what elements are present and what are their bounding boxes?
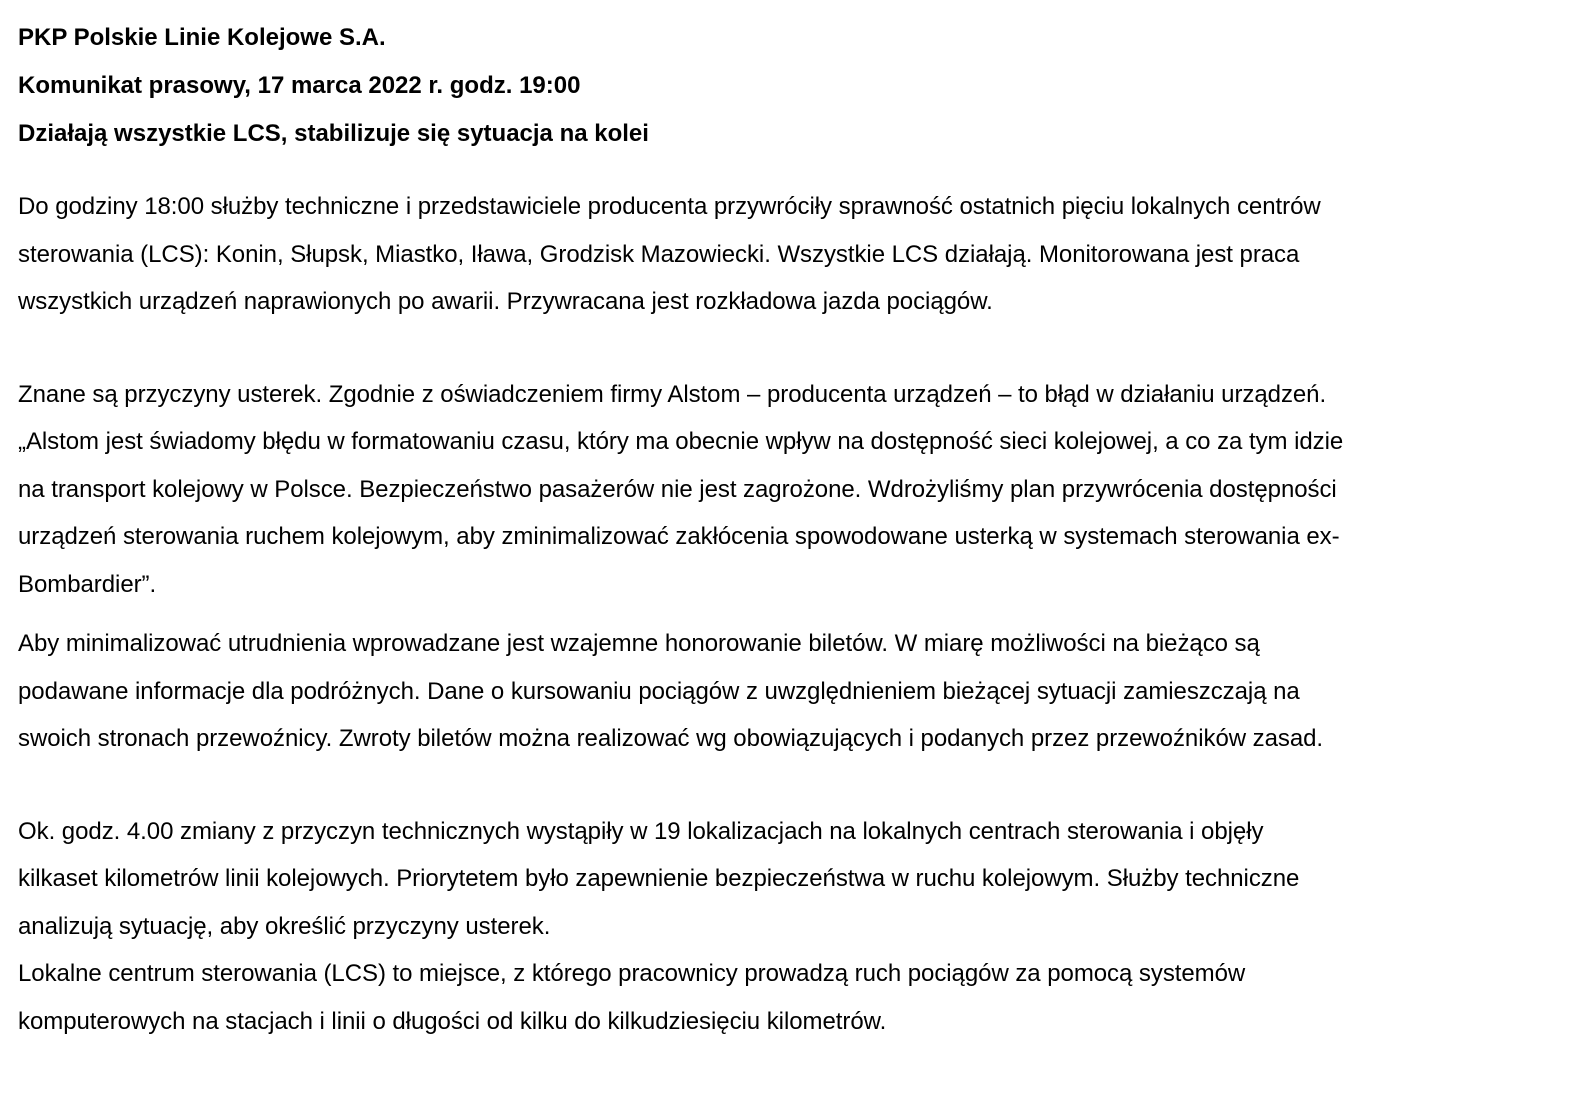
text-line: Bombardier”. bbox=[18, 570, 157, 598]
text-line: Do godziny 18:00 służby techniczne i przedstawiciele producenta przywróciły sprawność ostatnich pięciu lokalnych centrów bbox=[18, 193, 1321, 220]
text-line: Lokalne centrum sterowania (LCS) to miejsce, z którego pracownicy prowadzą ruch pociągów za pomocą systemów bbox=[18, 960, 1246, 987]
text-line: urządzeń sterowania ruchem kolejowym, aby zminimalizować zakłócenia spowodowane usterką w systemach sterowania ex- bbox=[18, 523, 1340, 550]
company-name: PKP Polskie Linie Kolejowe S.A. bbox=[18, 24, 386, 51]
press-release-date: Komunikat prasowy, 17 marca 2022 r. godz. 19:00 bbox=[18, 72, 581, 99]
paragraph-ticket-honoring bbox=[18, 620, 1559, 763]
paragraph-technical-background bbox=[18, 808, 1559, 1046]
text-line: kilkaset kilometrów linii kolejowych. Priorytetem było zapewnienie bezpieczeństwa w ruchu kolejowym. Służby techniczne bbox=[18, 865, 1300, 892]
text-line: wszystkich urządzeń naprawionych po awarii. Przywracana jest rozkładowa jazda pociągów. bbox=[18, 288, 993, 315]
text-line: swoich stronach przewoźnicy. Zwroty biletów można realizować wg obowiązujących i podanych przez przewoźników zasad. bbox=[18, 725, 1324, 752]
text-line: podawane informacje dla podróżnych. Dane o kursowaniu pociągów z uwzględnieniem bieżącej sytuacji zamieszczają na bbox=[18, 677, 1300, 705]
text-line: sterowania (LCS): Konin, Słupsk, Miastko, Iława, Grodzisk Mazowiecki. Wszystkie LCS działają. Monitorowana jest praca bbox=[18, 240, 1300, 268]
paragraph-alstom-statement bbox=[18, 371, 1559, 609]
text-line: Aby minimalizować utrudnienia wprowadzane jest wzajemne honorowanie biletów. W miarę możliwości na bieżąco są bbox=[18, 630, 1260, 657]
text-line: na transport kolejowy w Polsce. Bezpieczeństwo pasażerów nie jest zagrożone. Wdrożyliśmy plan przywrócenia dostępności bbox=[18, 475, 1337, 503]
text-line: „Alstom jest świadomy błędu w formatowaniu czasu, który ma obecnie wpływ na dostępność sieci kolejowej, a co za tym idzie bbox=[18, 428, 1344, 455]
headline: Działają wszystkie LCS, stabilizuje się sytuacja na kolei bbox=[18, 120, 649, 147]
paragraph-lcs-restored bbox=[18, 183, 1559, 326]
text-line: Znane są przyczyny usterek. Zgodnie z oświadczeniem firmy Alstom – producenta urządzeń – to błąd w działaniu urządzeń. bbox=[18, 380, 1327, 408]
text-line: analizują sytuację, aby określić przyczyny usterek. bbox=[18, 912, 551, 940]
text-line: komputerowych na stacjach i linii o długości od kilku do kilkudziesięciu kilometrów. bbox=[18, 1007, 887, 1035]
text-line: Ok. godz. 4.00 zmiany z przyczyn technicznych wystąpiły w 19 lokalizacjach na lokalnych centrach sterowania i objęły bbox=[18, 817, 1264, 845]
